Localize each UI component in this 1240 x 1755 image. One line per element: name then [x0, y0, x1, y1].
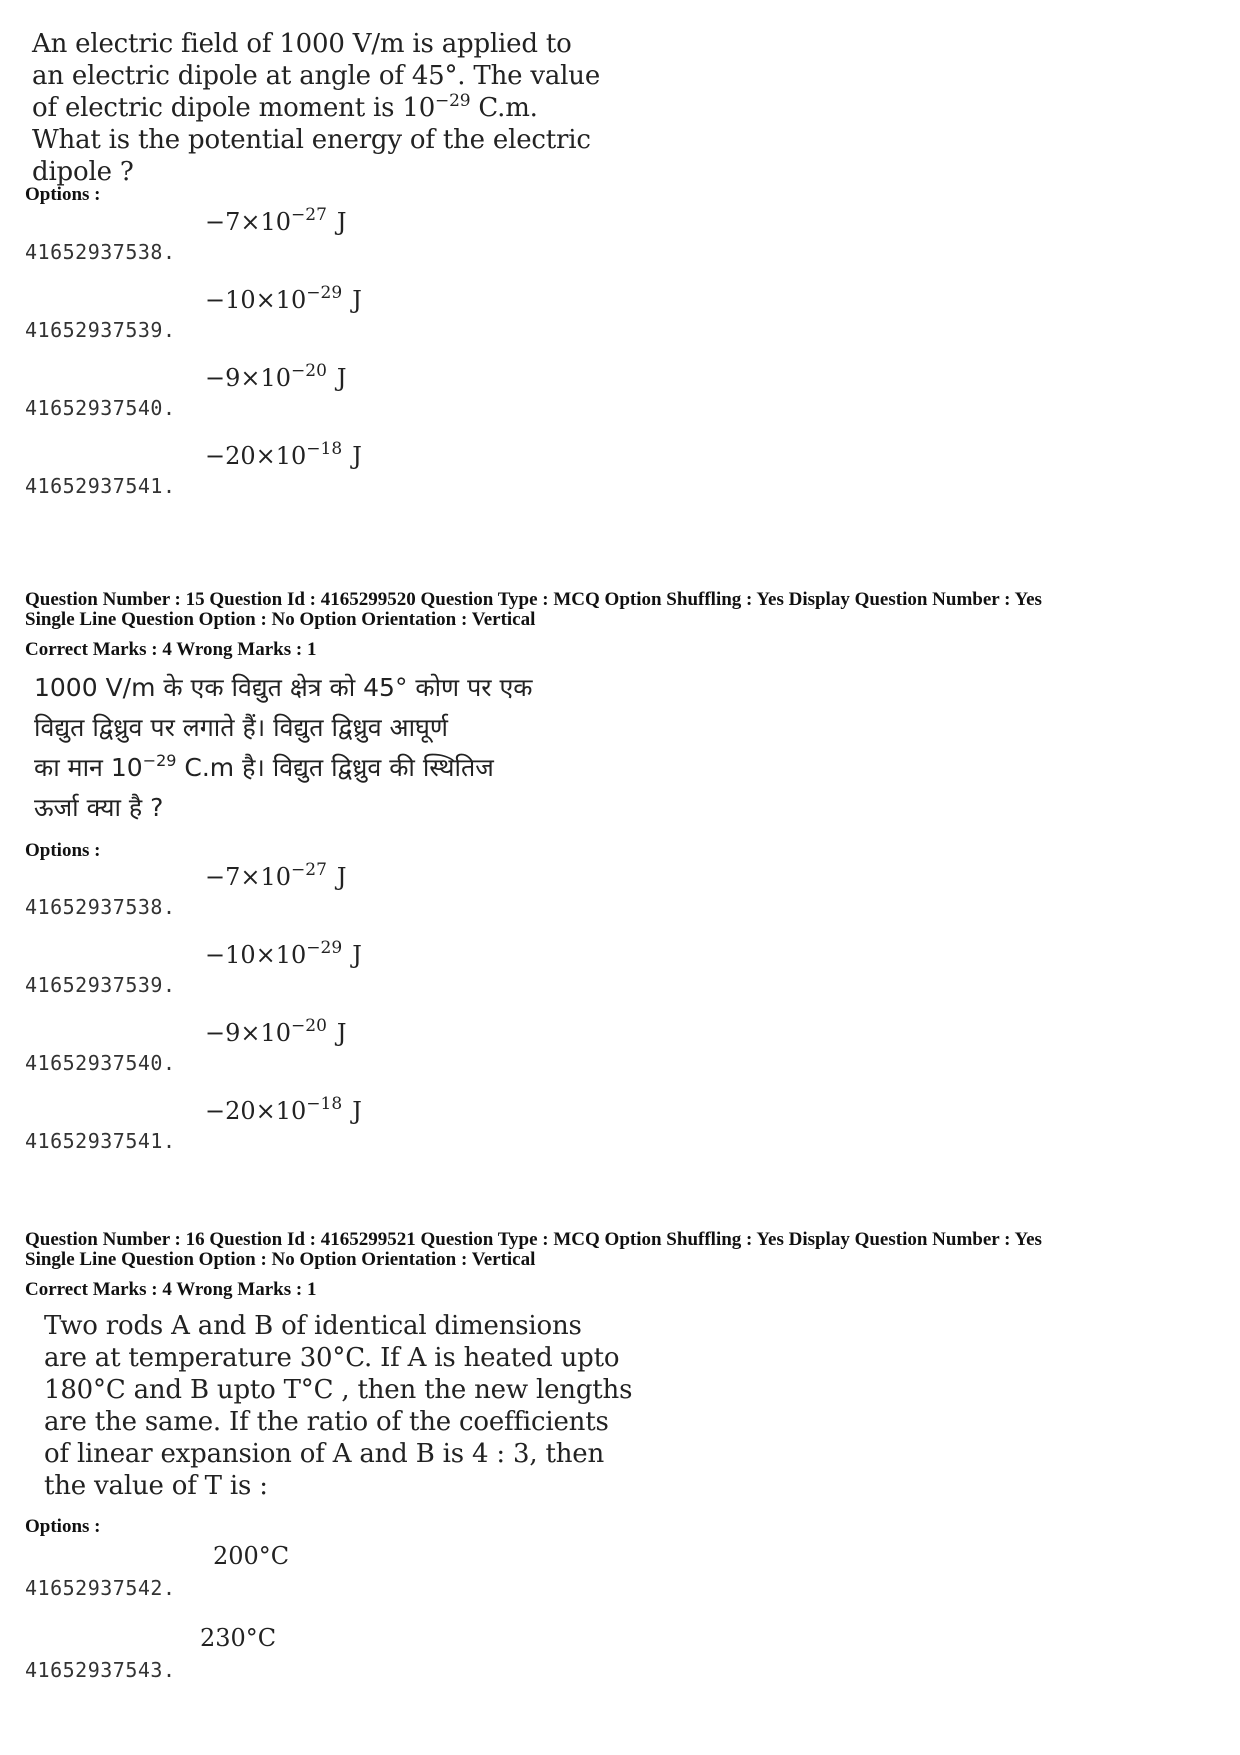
option-value: [205, 1094, 362, 1125]
option-coef: −7×10: [205, 863, 292, 891]
question-line: the value of T is :: [44, 1471, 268, 1501]
option-row[interactable]: [25, 434, 625, 512]
option-id: 41652937538.: [25, 240, 176, 264]
option-row[interactable]: [25, 1618, 625, 1696]
question-line: Two rods A and B of identical dimensions: [44, 1311, 582, 1341]
option-coef: −9×10: [205, 364, 292, 392]
option-value: [205, 1016, 347, 1047]
option-id: 41652937538.: [25, 895, 176, 919]
exponent: −20: [291, 361, 327, 381]
exponent: −20: [291, 1016, 327, 1036]
option-value: [205, 361, 347, 392]
option-value: 230°C: [200, 1624, 277, 1652]
question-meta-line: Question Number : 16 Question Id : 4165299521 Question Type : MCQ Option Shuffling : Yes Display Question Number : Yes: [25, 1229, 1042, 1250]
exponent: −29: [142, 751, 177, 770]
exponent: −27: [291, 205, 327, 225]
question-line: are the same. If the ratio of the coefficients: [44, 1407, 609, 1437]
option-row[interactable]: [25, 278, 625, 356]
option-coef: −20×10: [205, 442, 307, 470]
options-list: [25, 1536, 625, 1696]
option-row[interactable]: [25, 200, 625, 278]
option-coef: −7×10: [205, 208, 292, 236]
options-label: Options :: [25, 1516, 101, 1537]
question-line-part: of electric dipole moment is 10: [32, 93, 436, 123]
question-line: [34, 748, 532, 788]
question-15-header: [25, 590, 1042, 630]
option-id: 41652937540.: [25, 396, 176, 420]
options-label: Options :: [25, 184, 101, 205]
option-row[interactable]: [25, 933, 625, 1011]
question-meta-line: Single Line Question Option : No Option Orientation : Vertical: [25, 609, 536, 630]
option-id: 41652937540.: [25, 1051, 176, 1075]
question-line: [32, 92, 600, 124]
question-line: dipole ?: [32, 157, 134, 187]
options-list: [25, 855, 625, 1167]
option-coef: −10×10: [205, 941, 307, 969]
question-meta-line: Question Number : 15 Question Id : 4165299520 Question Type : MCQ Option Shuffling : Yes Display Question Number : Yes: [25, 589, 1042, 610]
options-label: Options :: [25, 840, 101, 861]
question-16-header: [25, 1230, 1042, 1270]
option-id: 41652937539.: [25, 973, 176, 997]
option-row[interactable]: [25, 1089, 625, 1167]
exponent: −18: [306, 1094, 343, 1114]
question-line: 180°C and B upto T°C , then the new lengths: [44, 1375, 633, 1405]
option-value: 200°C: [213, 1542, 290, 1570]
option-coef: −20×10: [205, 1097, 307, 1125]
option-row[interactable]: [25, 1536, 625, 1618]
option-unit: J: [336, 1019, 347, 1047]
exponent: −29: [435, 91, 471, 111]
option-value: [205, 283, 362, 314]
question-line: विद्युत द्विध्रुव पर लगाते हैं। विद्युत द्विध्रुव आघूर्ण: [34, 713, 448, 742]
question-line-part: C.m.: [470, 93, 538, 123]
exponent: −18: [306, 439, 343, 459]
option-value: [205, 439, 362, 470]
option-unit: J: [352, 286, 362, 314]
exponent: −29: [306, 283, 343, 303]
option-unit: J: [352, 941, 362, 969]
question-line-part: का मान 10: [34, 753, 143, 782]
option-id: 41652937539.: [25, 318, 176, 342]
option-value: [205, 938, 362, 969]
option-id: 41652937543.: [25, 1658, 176, 1682]
exponent: −27: [291, 860, 327, 880]
option-row[interactable]: [25, 855, 625, 933]
question-line: are at temperature 30°C. If A is heated upto: [44, 1343, 620, 1373]
question-line: What is the potential energy of the electric: [32, 125, 591, 155]
option-unit: J: [336, 208, 347, 236]
question-line-part: C.m है। विद्युत द्विध्रुव की स्थितिज: [176, 753, 494, 782]
option-unit: J: [352, 442, 362, 470]
option-id: 41652937541.: [25, 1129, 176, 1153]
option-unit: J: [336, 364, 347, 392]
option-coef: −9×10: [205, 1019, 292, 1047]
question-line: ऊर्जा क्या है ?: [34, 793, 164, 822]
option-unit: J: [352, 1097, 362, 1125]
exponent: −29: [306, 938, 343, 958]
question-15-marks: Correct Marks : 4 Wrong Marks : 1: [25, 639, 317, 660]
question-16-marks: Correct Marks : 4 Wrong Marks : 1: [25, 1279, 317, 1300]
question-meta-line: Single Line Question Option : No Option Orientation : Vertical: [25, 1249, 536, 1270]
question-line: An electric field of 1000 V/m is applied to: [32, 29, 572, 59]
question-15-text: [34, 668, 532, 828]
option-id: 41652937541.: [25, 474, 176, 498]
option-id: 41652937542.: [25, 1576, 176, 1600]
question-line: 1000 V/m के एक विद्युत क्षेत्र को 45° कोण पर एक: [34, 673, 533, 702]
question-16-text: [44, 1310, 632, 1502]
options-list: [25, 200, 625, 512]
question-line: an electric dipole at angle of 45°. The value: [32, 61, 601, 91]
option-value: [205, 860, 347, 891]
question-14-text: [32, 28, 600, 188]
option-coef: −10×10: [205, 286, 307, 314]
option-value: [205, 205, 347, 236]
option-row[interactable]: [25, 356, 625, 434]
option-unit: J: [336, 863, 347, 891]
option-row[interactable]: [25, 1011, 625, 1089]
question-line: of linear expansion of A and B is 4 : 3, then: [44, 1439, 605, 1469]
